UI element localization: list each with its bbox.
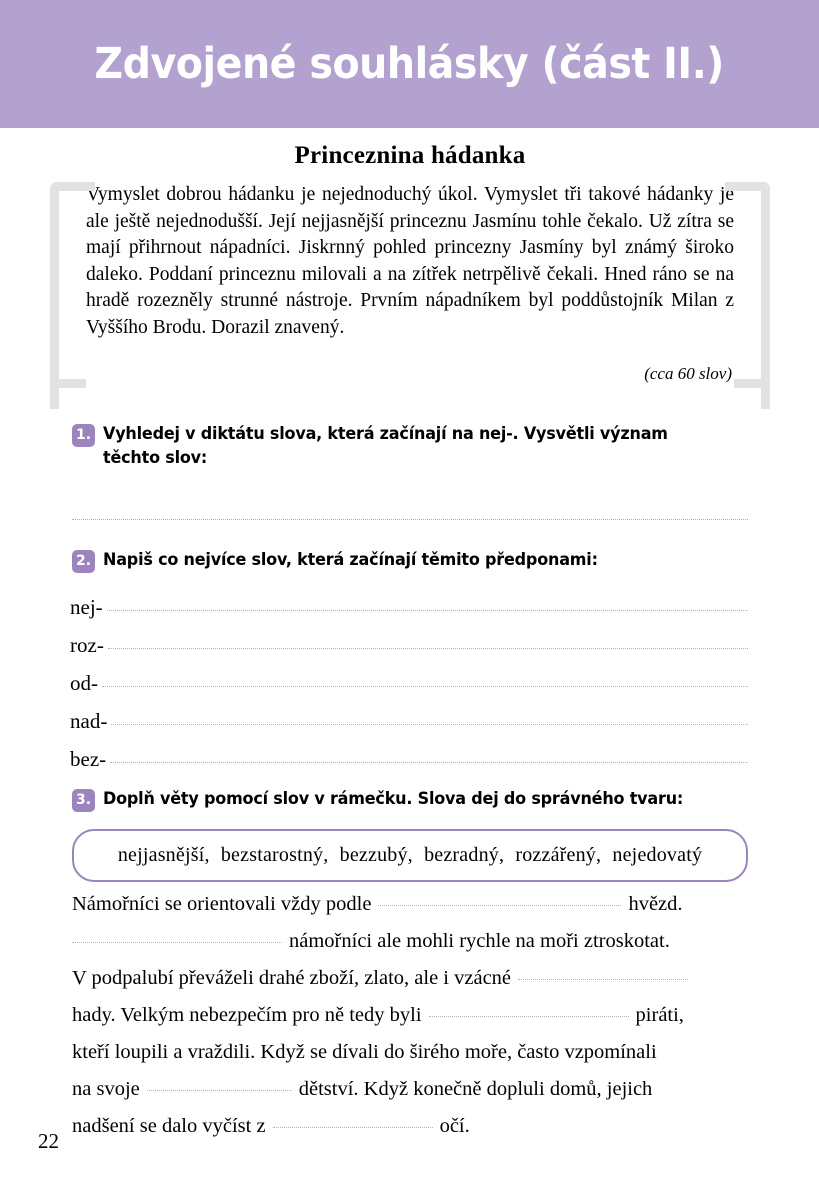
cloze-blank[interactable] [147, 1090, 292, 1091]
bracket-right-foot-icon [734, 379, 770, 388]
bracket-left-foot-icon [50, 379, 86, 388]
prefix-label: roz- [70, 633, 104, 657]
cloze-blank[interactable] [378, 905, 621, 906]
exercise-1-number-badge: 1. [72, 424, 95, 447]
cloze-text-before: Námořníci se orientovali vždy podle [72, 893, 372, 915]
page-title: Zdvojené souhlásky (část II.) [94, 39, 725, 89]
cloze-text-before: kteří loupili a vraždili. Když se dívali do širého moře, často vzpomínali [72, 1041, 657, 1063]
dictation-title: Princeznina hádanka [294, 142, 526, 169]
exercise-2-instruction: Napiš co nejvíce slov, která začínají těmito předponami: [103, 550, 598, 569]
cloze-line [72, 967, 752, 1004]
prefix-label: bez- [70, 747, 107, 771]
cloze-line [72, 893, 752, 930]
cloze-text-after: hvězd. [628, 893, 683, 915]
prefix-label: od- [70, 671, 98, 695]
cloze-text-after: očí. [439, 1115, 470, 1137]
exercise-1-instruction: Vyhledej v diktátu slova, která začínají na nej-. Vysvětli význam těchto slov: [103, 424, 668, 467]
bracket-right-icon [725, 182, 770, 409]
word-bank-item: bezzubý, [339, 844, 413, 866]
cloze-text-before: nadšení se dalo vyčíst z [72, 1115, 266, 1137]
prefix-answer-line[interactable] [102, 686, 748, 687]
dictation-word-count: (cca 60 slov) [644, 363, 732, 383]
prefix-label: nej- [70, 595, 103, 619]
exercise-1 [72, 422, 748, 520]
prefix-answer-line[interactable] [107, 610, 748, 611]
word-bank-item: bezstarostný, [220, 844, 329, 866]
prefix-row [70, 633, 748, 671]
cloze-blank[interactable] [273, 1127, 433, 1128]
cloze-blank[interactable] [429, 1016, 629, 1017]
exercise-2-heading [72, 548, 748, 573]
prefix-row [70, 595, 748, 633]
page-body [0, 128, 819, 1181]
dictation-block [50, 142, 770, 384]
word-bank-item: nejjasnější, [117, 844, 210, 866]
bracket-left-icon [50, 182, 95, 409]
word-bank-item: nejedovatý [612, 844, 703, 866]
page-number: 22 [38, 1129, 59, 1153]
exercise-3-instruction: Doplň věty pomocí slov v rámečku. Slova dej do správného tvaru: [103, 789, 684, 808]
prefix-label: nad- [70, 709, 108, 733]
word-bank-item: bezradný, [424, 844, 505, 866]
prefix-answer-line[interactable] [110, 762, 748, 763]
cloze-text-before: na svoje [72, 1078, 140, 1100]
cloze-text-before: hady. Velkým nebezpečím pro ně tedy byli [72, 1004, 422, 1026]
prefix-row [70, 671, 748, 709]
cloze-text-after: piráti, [635, 1004, 684, 1026]
prefix-row [70, 709, 748, 747]
dictation-text: Vymyslet dobrou hádanku je nejednoduchý úkol. Vymyslet tři takové hádanky je ale ještě nejednodušší. Její nejjasnější princeznu Jasmínu tohle čekalo. Už zítra se mají přihrnout nápadníci. Jiskrnný pohled princezny Jasmíny byl známý široko daleko. Poddaní princeznu milovali a na zítřek netrpělivě čekali. Hned ráno se na hradě rozezněly strunné nástroje. Prvním nápadníkem byl poddůstojník Milan z Vyššího Brodu. Dorazil znavený. [86, 184, 734, 338]
cloze-line [72, 1115, 752, 1152]
exercise-2-number-badge: 2. [72, 550, 95, 573]
page-header-banner [0, 0, 819, 128]
prefix-row [70, 747, 748, 785]
exercise-3 [72, 787, 748, 882]
cloze-text-before: V podpalubí převáželi drahé zboží, zlato, ale i vzácné [72, 967, 512, 989]
exercise-2 [72, 548, 748, 785]
cloze-text-after: námořníci ale mohli rychle na moři ztroskotat. [289, 930, 670, 952]
word-bank-item: rozzářený, [515, 844, 602, 866]
cloze-blank[interactable] [72, 942, 282, 943]
prefix-answer-line[interactable] [111, 724, 748, 725]
cloze-paragraph [72, 893, 752, 1152]
exercise-1-heading [72, 422, 748, 470]
cloze-line [72, 1004, 752, 1041]
cloze-blank[interactable] [518, 979, 688, 980]
exercise-3-number-badge: 3. [72, 789, 95, 812]
word-bank-box [72, 829, 748, 882]
cloze-line [72, 930, 752, 967]
cloze-text-after: dětství. Když konečně dopluli domů, jejich [298, 1078, 653, 1100]
cloze-line [72, 1078, 752, 1115]
cloze-line [72, 1041, 752, 1078]
dictation-bracket-frame [50, 182, 770, 384]
exercise-3-heading [72, 787, 748, 812]
prefix-list [70, 595, 748, 785]
exercise-1-answer-line[interactable] [72, 519, 748, 520]
prefix-answer-line[interactable] [108, 648, 748, 649]
